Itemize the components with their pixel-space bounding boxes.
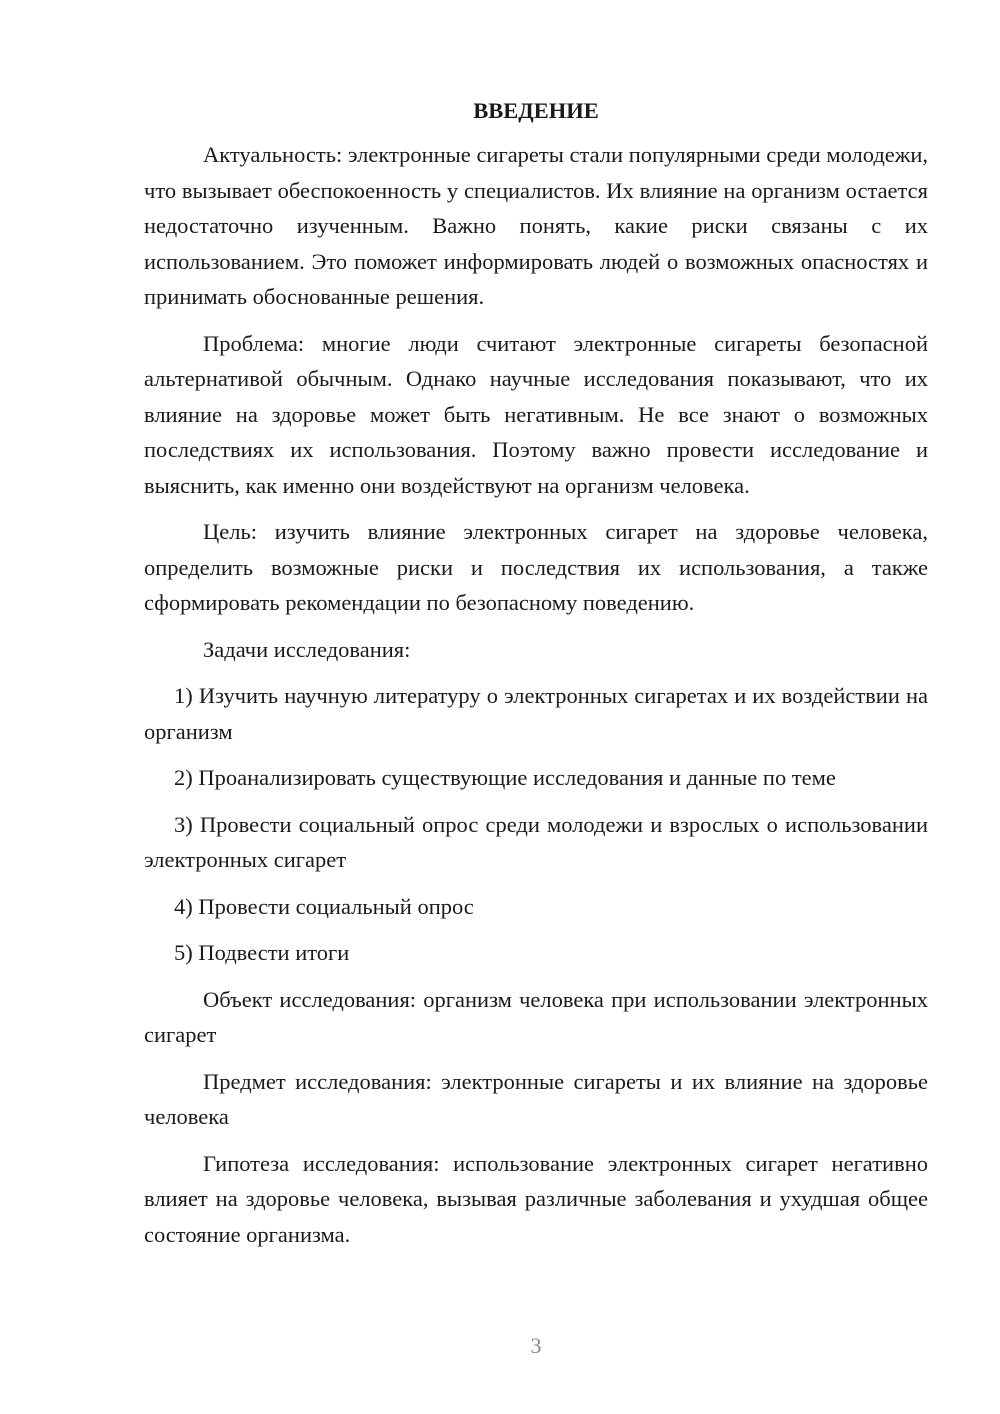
page-content xyxy=(144,96,928,1263)
paragraph-problem: Проблема: многие люди считают электронные сигареты безопасной альтернативой обычным. Однако научные исследования показывают, что их влияние на здоровье может быть негативным. Не все знают о возможных последствиях их использования. Поэтому важно провести исследование и выяснить, как именно они воздействуют на организм человека. xyxy=(144,330,928,498)
task-item: 3) Провести социальный опрос среди молодежи и взрослых о использовании электронных сигарет xyxy=(144,811,928,872)
task-item: 5) Подвести итоги xyxy=(174,940,350,965)
section-heading: ВВЕДЕНИЕ xyxy=(473,98,599,123)
task-item: 4) Провести социальный опрос xyxy=(174,893,474,919)
paragraph-subject: Предмет исследования: электронные сигареты и их влияние на здоровье человека xyxy=(144,1068,928,1129)
paragraph-goal: Цель: изучить влияние электронных сигарет на здоровье человека, определить возможные риски и последствия их использования, а также сформировать рекомендации по безопасному поведению. xyxy=(144,519,928,615)
task-item: 1) Изучить научную литературу о электронных сигаретах и их воздействии на организм xyxy=(144,683,928,744)
paragraph-object: Объект исследования: организм человека при использовании электронных сигарет xyxy=(144,986,928,1047)
paragraph-relevance: Актуальность: электронные сигареты стали популярными среди молодежи, что вызывает обеспокоенность у специалистов. Их влияние на организм остается недостаточно изученным. Важно понять, какие риски связаны с их использованием. Это поможет информировать людей о возможных опасностях и принимать обоснованные решения. xyxy=(144,142,928,309)
tasks-title: Задачи исследования: xyxy=(203,636,411,662)
paragraph-hypothesis: Гипотеза исследования: использование электронных сигарет негативно влияет на здоровье человека, вызывая различные заболевания и ухудшая общее состояние организма. xyxy=(144,1150,928,1247)
task-item: 2) Проанализировать существующие исследования и данные по теме xyxy=(174,765,836,790)
page-number: 3 xyxy=(530,1333,542,1358)
